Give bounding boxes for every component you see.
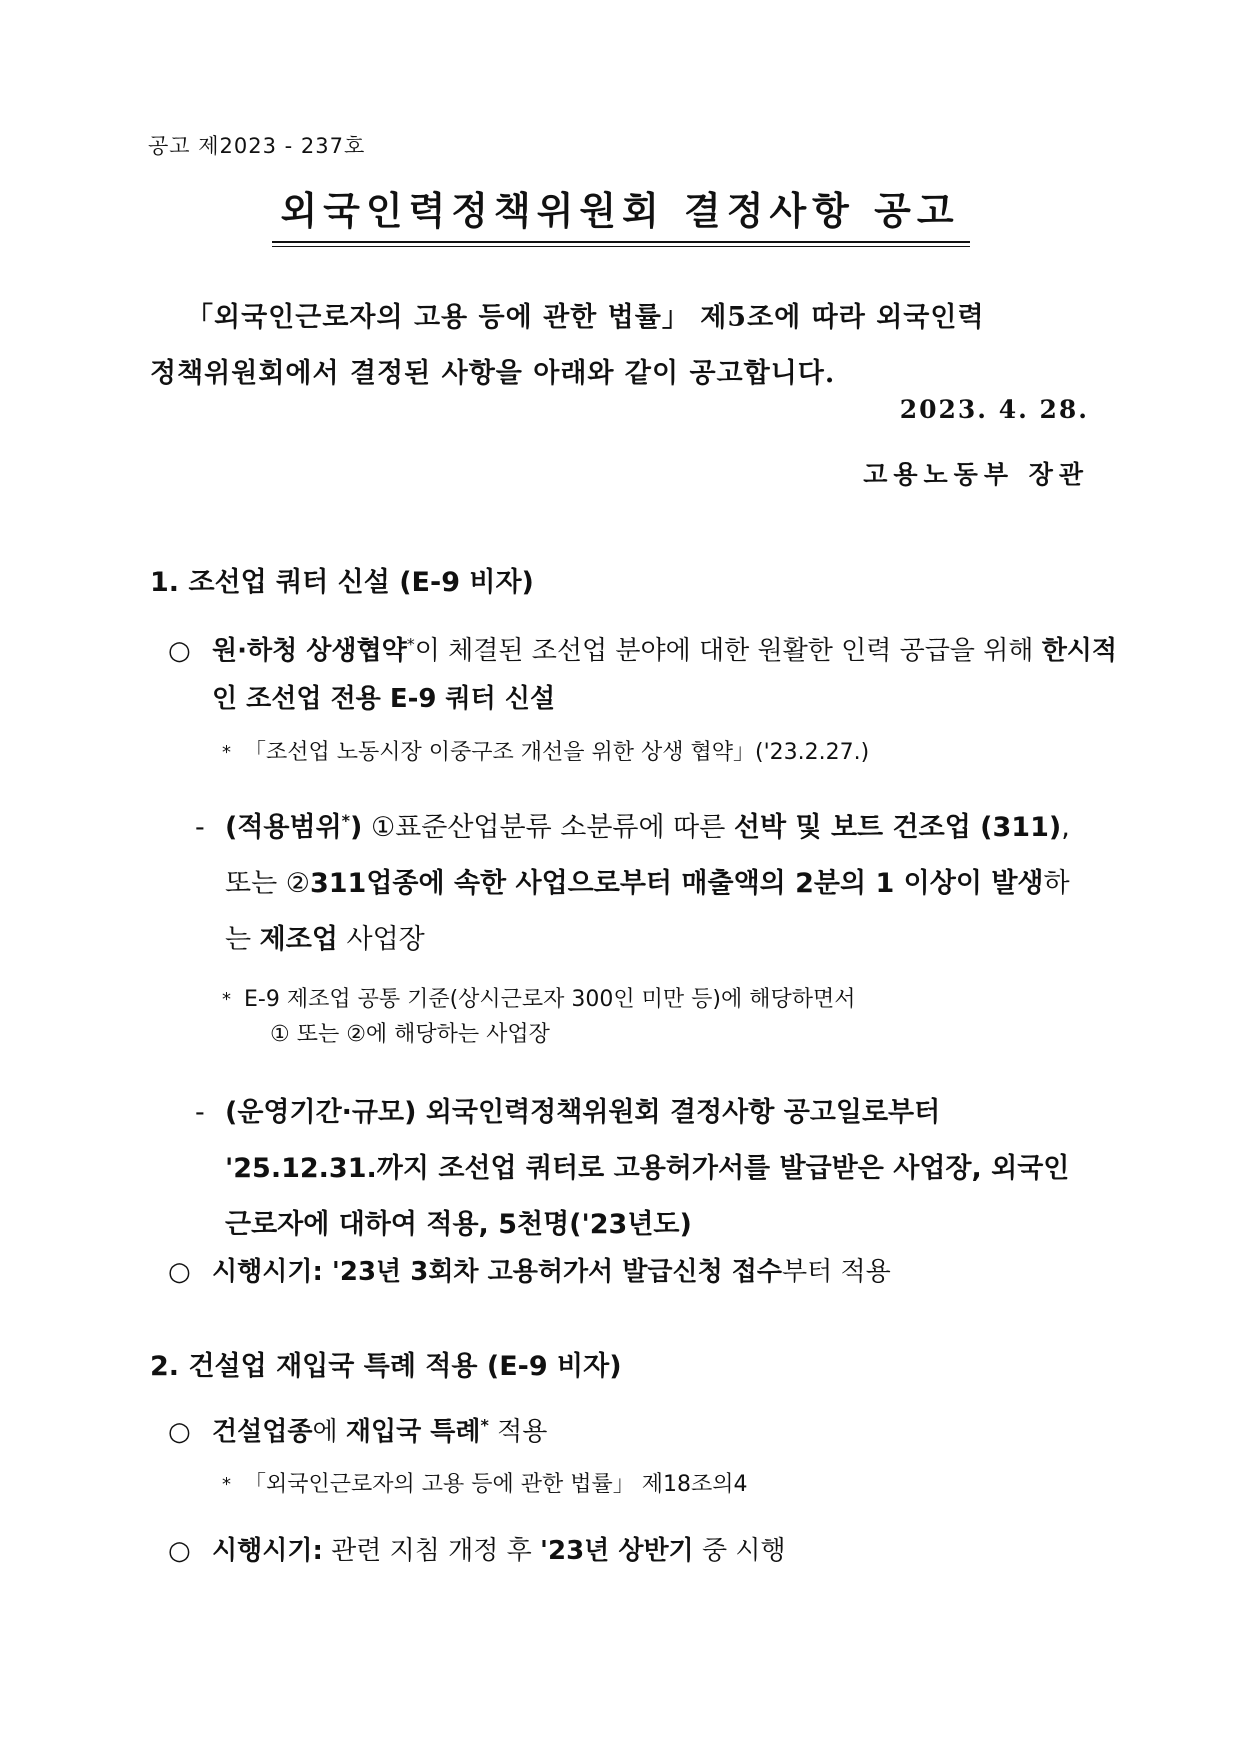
issuer: 고용노동부 장관 — [863, 460, 1089, 489]
effective-bold: 시행시기: '23년 3회차 고용허가서 발급신청 접수 — [212, 1257, 782, 1287]
note-line-1: E-9 제조업 공통 기준(상시근로자 300인 미만 등)에 해당하면서 — [244, 987, 856, 1012]
dash-bullet: - — [195, 1097, 205, 1128]
page-title: 외국인력정책위원회 결정사항 공고 — [280, 188, 960, 233]
asterisk-mark: * — [222, 742, 231, 763]
scope-bold: 선박 및 보트 건조업 (311) — [733, 812, 1062, 843]
footnote-mark: * — [341, 811, 351, 830]
section-2-heading: 2. 건설업 재입국 특례 적용 (E-9 비자) — [150, 1351, 622, 1382]
item-text: 이 체결된 조선업 분야에 대한 원활한 인력 공급을 위해 — [414, 636, 1042, 666]
section-1-item-1-note — [222, 735, 1104, 770]
period-text: (운영기간·규모) 외국인력정책위원회 결정사항 공고일로부터 '25.12.31.까지 조선업 쿼터로 고용허가서를 발급받은 사업장, 외국인근로자에 대하여 적용, 5천명('23년도) — [225, 1097, 1070, 1240]
item-bold: 재입국 특례 — [345, 1417, 481, 1447]
note-text: 「조선업 노동시장 이중구조 개선을 위한 상생 협약」('23.2.27.) — [244, 740, 870, 765]
dash-bullet: - — [195, 812, 205, 843]
section-1-period — [195, 1085, 1085, 1253]
scope-bold: 제조업 — [259, 924, 338, 955]
note-line-2: ① 또는 ②에 해당하는 사업장 — [270, 1022, 550, 1047]
notice-date: 2023. 4. 28. — [899, 395, 1089, 424]
section-1-heading: 1. 조선업 쿼터 신설 (E-9 비자) — [150, 567, 534, 598]
section-1-item-1 — [168, 627, 1124, 723]
section-1-scope-note — [222, 982, 1104, 1052]
scope-bold: 311업종에 속한 사업으로부터 매출액의 2분의 1 이상이 발생 — [309, 868, 1044, 899]
item-bold: 한시적인 조선업 전용 E-9 쿼터 신설 — [212, 636, 1118, 714]
scope-label-close: ) — [350, 812, 363, 843]
circle-bullet: ○ — [168, 1417, 191, 1447]
circle-bullet: ○ — [168, 1536, 191, 1566]
effective-text: 관련 지침 개정 후 — [322, 1536, 541, 1566]
section-2-effective — [168, 1527, 1124, 1575]
item-bold: 원·하청 상생협약 — [212, 636, 407, 666]
effective-bold: 시행시기: — [212, 1536, 323, 1566]
effective-bold: '23년 상반기 — [540, 1536, 694, 1566]
effective-text: 부터 적용 — [781, 1257, 891, 1287]
scope-text: , 또는 ② — [225, 812, 1070, 899]
title-underline-thin — [272, 246, 970, 247]
asterisk-mark: * — [222, 989, 231, 1010]
circle-bullet: ○ — [168, 1257, 191, 1287]
section-2-item-1 — [168, 1408, 1124, 1456]
notice-number: 공고 제2023 - 237호 — [148, 134, 366, 158]
item-bold: 건설업종 — [212, 1417, 313, 1447]
scope-text: ①표준산업분류 소분류에 따른 — [362, 812, 734, 843]
footnote-mark: * — [406, 634, 415, 654]
intro-line-1: 「외국인근로자의 고용 등에 관한 법률」 제5조에 따라 외국인력 — [186, 302, 985, 333]
intro-line-2: 정책위원회에서 결정된 사항을 아래와 같이 공고합니다. — [150, 358, 836, 389]
intro-paragraph — [150, 290, 1090, 402]
item-text: 에 — [312, 1417, 346, 1447]
title-underline — [272, 241, 970, 243]
title-block — [270, 180, 970, 235]
section-1-scope — [195, 800, 1085, 968]
note-text: 「외국인근로자의 고용 등에 관한 법률」 제18조의4 — [244, 1472, 748, 1497]
footnote-mark: * — [480, 1415, 489, 1435]
circle-bullet: ○ — [168, 636, 191, 666]
scope-text: 사업장 — [337, 924, 425, 955]
asterisk-mark: * — [222, 1474, 231, 1495]
item-text: 적용 — [488, 1417, 548, 1447]
scope-label: (적용범위 — [225, 812, 342, 843]
effective-text: 중 시행 — [693, 1536, 786, 1566]
section-1-effective — [168, 1248, 1124, 1296]
scope-text: 하는 — [225, 868, 1070, 955]
section-2-item-1-note — [222, 1467, 1104, 1502]
